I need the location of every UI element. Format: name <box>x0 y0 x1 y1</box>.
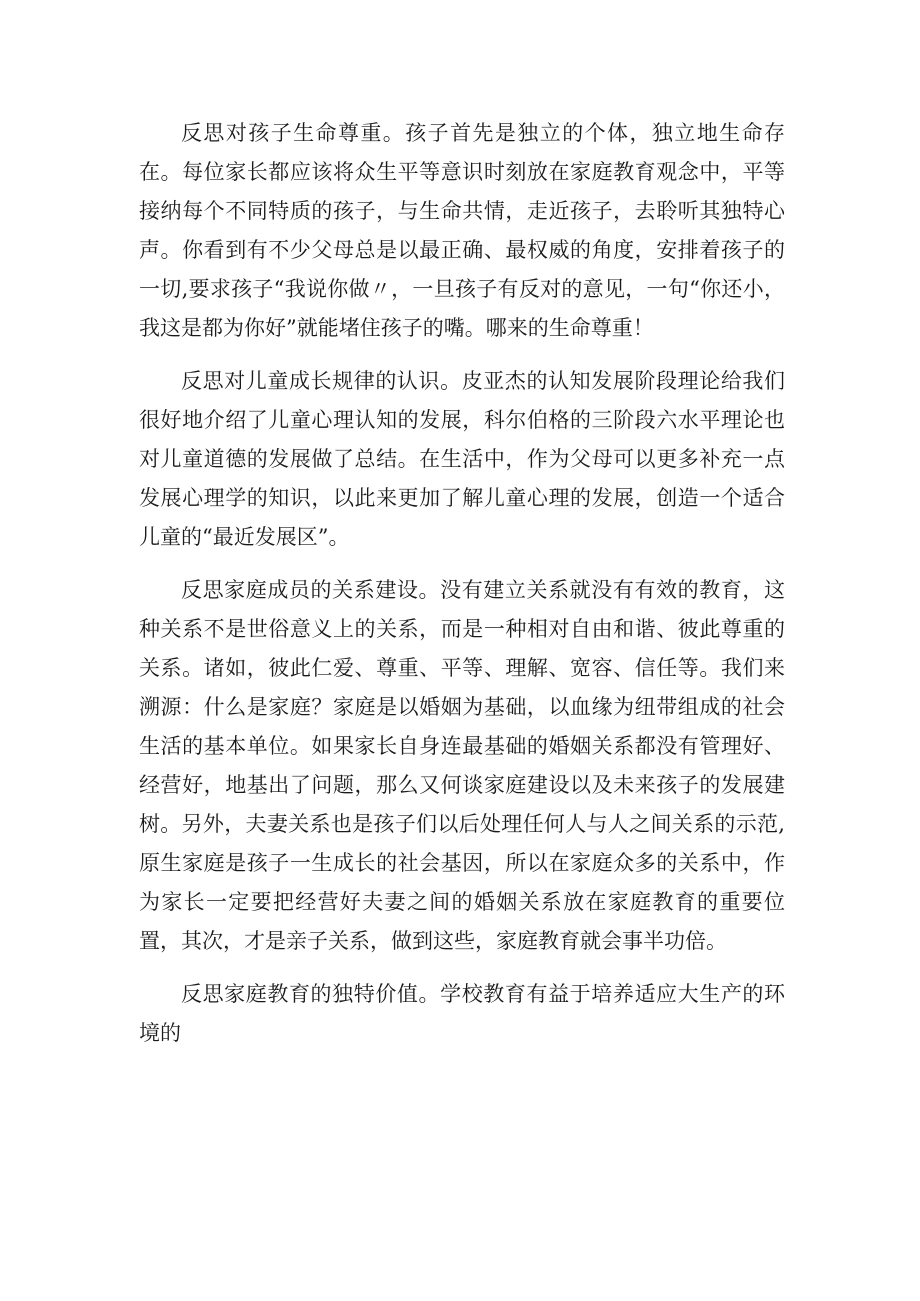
paragraph-child-development: 反思对儿童成长规律的认识。皮亚杰的认知发展阶段理论给我们很好地介绍了儿童心理认知的发展，科尔伯格的三阶段六水平理论也对儿童道德的发展做了总结。在生活中，作为父母可以更多补充一点发展心理学的知识，以此来更加了解儿童心理的发展，创造一个适合儿童的“最近发展区”。 <box>139 369 785 549</box>
paragraph-family-relationships: 反思家庭成员的关系建设。没有建立关系就没有有效的教育，这种关系不是世俗意义上的关系，而是一种相对自由和谐、彼此尊重的关系。诸如，彼此仁爱、尊重、平等、理解、宽容、信任等。我们来溯源：什么是家庭？家庭是以婚姻为基础，以血缘为纽带组成的社会生活的基本单位。如果家长自身连最基础的婚姻关系都没有管理好、经营好，地基出了问题，那么又何谈家庭建设以及未来孩子的发展建树。另外，夫妻关系也是孩子们以后处理任何人与人之间关系的示范,原生家庭是孩子一生成长的社会基因，所以在家庭众多的关系中，作为家长一定要把经营好夫妻之间的婚姻关系放在家庭教育的重要位置，其次，才是亲子关系，做到这些，家庭教育就会事半功倍。 <box>139 578 785 953</box>
document-body <box>139 114 785 1053</box>
paragraph-family-education-value: 反思家庭教育的独特价值。学校教育有益于培养适应大生产的环境的 <box>139 982 785 1045</box>
paragraph-respect-for-life: 反思对孩子生命尊重。孩子首先是独立的个体，独立地生命存在。每位家长都应该将众生平等意识时刻放在家庭教育观念中，平等接纳每个不同特质的孩子，与生命共情，走近孩子，去聆听其独特心声。你看到有不少父母总是以最正确、最权威的角度，安排着孩子的一切,要求孩子“我说你做〃，一旦孩子有反对的意见，一句“你还小，我这是都为你好”就能堵住孩子的嘴。哪来的生命尊重！ <box>139 121 785 340</box>
